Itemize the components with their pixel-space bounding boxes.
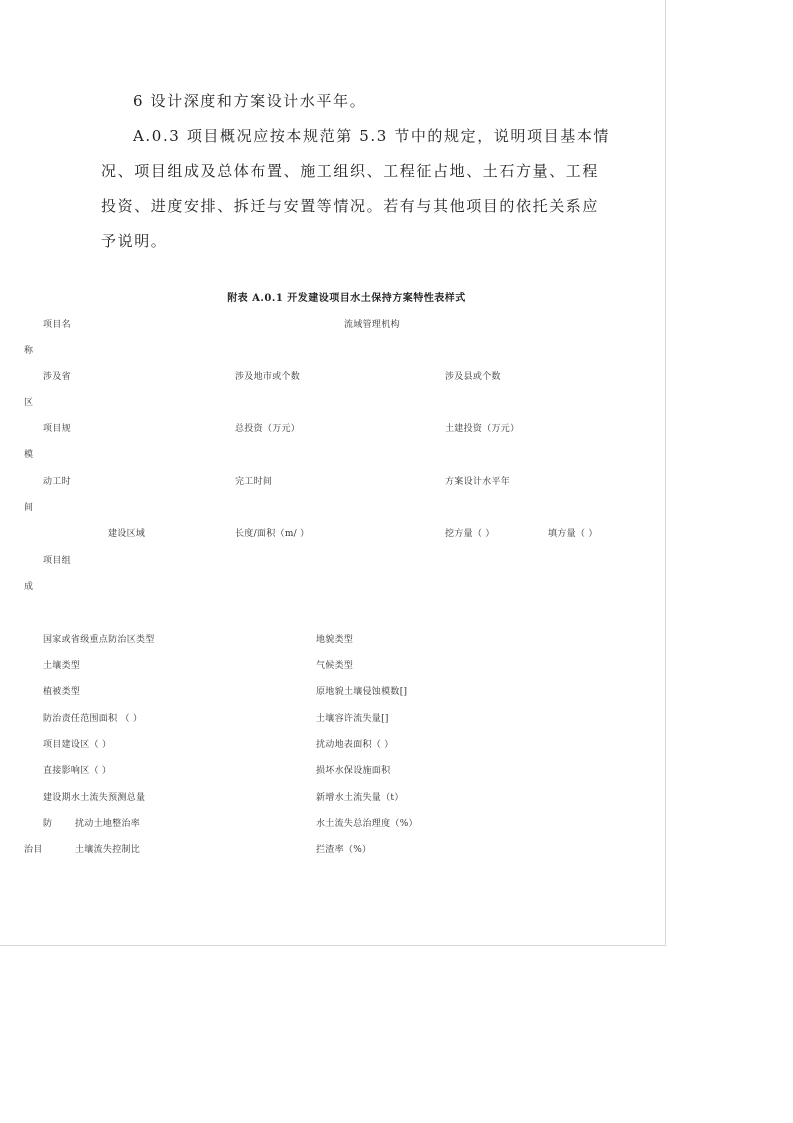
label-predicted-loss: 建设期水土流失预测总量 (43, 793, 146, 803)
label-disturbed-area: 扰动地表面积（ ） (316, 740, 394, 750)
label-project-name-cont: 称 (24, 346, 34, 356)
label-counties: 涉及县或个数 (445, 372, 501, 382)
label-control-degree: 水土流失总治理度（%） (316, 819, 418, 829)
label-loss-ratio: 土壤流失控制比 (75, 845, 141, 855)
body-line-3: 况、项目组成及总体布置、施工组织、工程征占地、土石方量、工程 (101, 162, 600, 180)
label-disturbed-rate: 扰动土地整治率 (75, 819, 141, 829)
body-line-2: A.0.3 项目概况应按本规范第 5.3 节中的规定，说明项目基本情 (133, 127, 611, 145)
table-title: 附表 A.0.1 开发建设项目水土保持方案特性表样式 (227, 293, 466, 304)
body-line-1: 6 设计深度和方案设计水平年。 (133, 92, 367, 110)
label-prevent: 防 (43, 819, 53, 829)
body-line-5: 予说明。 (101, 232, 168, 250)
label-basin-org: 流域管理机构 (344, 320, 400, 330)
label-target: 治目 (24, 845, 43, 855)
label-design-year: 方案设计水平年 (445, 477, 511, 487)
label-impact-zone: 直接影响区（ ） (43, 766, 112, 776)
label-composition-cont: 成 (24, 582, 34, 592)
label-landform: 地貌类型 (316, 635, 354, 645)
label-fill: 填方量（ ） (548, 529, 598, 539)
label-soil: 土壤类型 (43, 661, 81, 671)
body-line-4: 投资、进度安排、拆迁与安置等情况。若有与其他项目的依托关系应 (101, 197, 600, 215)
label-civil-invest: 土建投资（万元） (445, 424, 520, 434)
label-province-cont: 区 (24, 398, 34, 408)
label-composition: 项目组 (43, 556, 71, 566)
label-cities: 涉及地市或个数 (235, 372, 301, 382)
label-erosion-modulus: 原地貌土壤侵蚀模数[] (316, 687, 408, 697)
label-total-invest: 总投资（万元） (235, 424, 301, 434)
label-cut: 挖方量（ ） (445, 529, 495, 539)
label-resp-area: 防治责任范围面积 （ ） (43, 714, 143, 724)
label-vegetation: 植被类型 (43, 687, 81, 697)
label-start: 动工时 (43, 477, 71, 487)
label-build-zone: 项目建设区（ ） (43, 740, 112, 750)
label-province: 涉及省 (43, 372, 71, 382)
label-scale: 项目规 (43, 424, 71, 434)
label-damaged-facility: 损坏水保设施面积 (316, 766, 391, 776)
label-allowable-loss: 土壤容许流失量[] (316, 714, 389, 724)
label-scale-cont: 模 (24, 450, 34, 460)
label-finish: 完工时间 (235, 477, 273, 487)
label-key-zone: 国家或省级重点防治区类型 (43, 635, 155, 645)
label-climate: 气候类型 (316, 661, 354, 671)
label-new-loss: 新增水土流失量（t） (316, 793, 404, 803)
label-length-area: 长度/面积（m/ ） (235, 529, 310, 539)
label-start-cont: 间 (24, 503, 34, 513)
label-project-name: 项目名 (43, 320, 71, 330)
label-zone: 建设区域 (108, 529, 146, 539)
label-slag-rate: 拦渣率（%） (316, 845, 372, 855)
